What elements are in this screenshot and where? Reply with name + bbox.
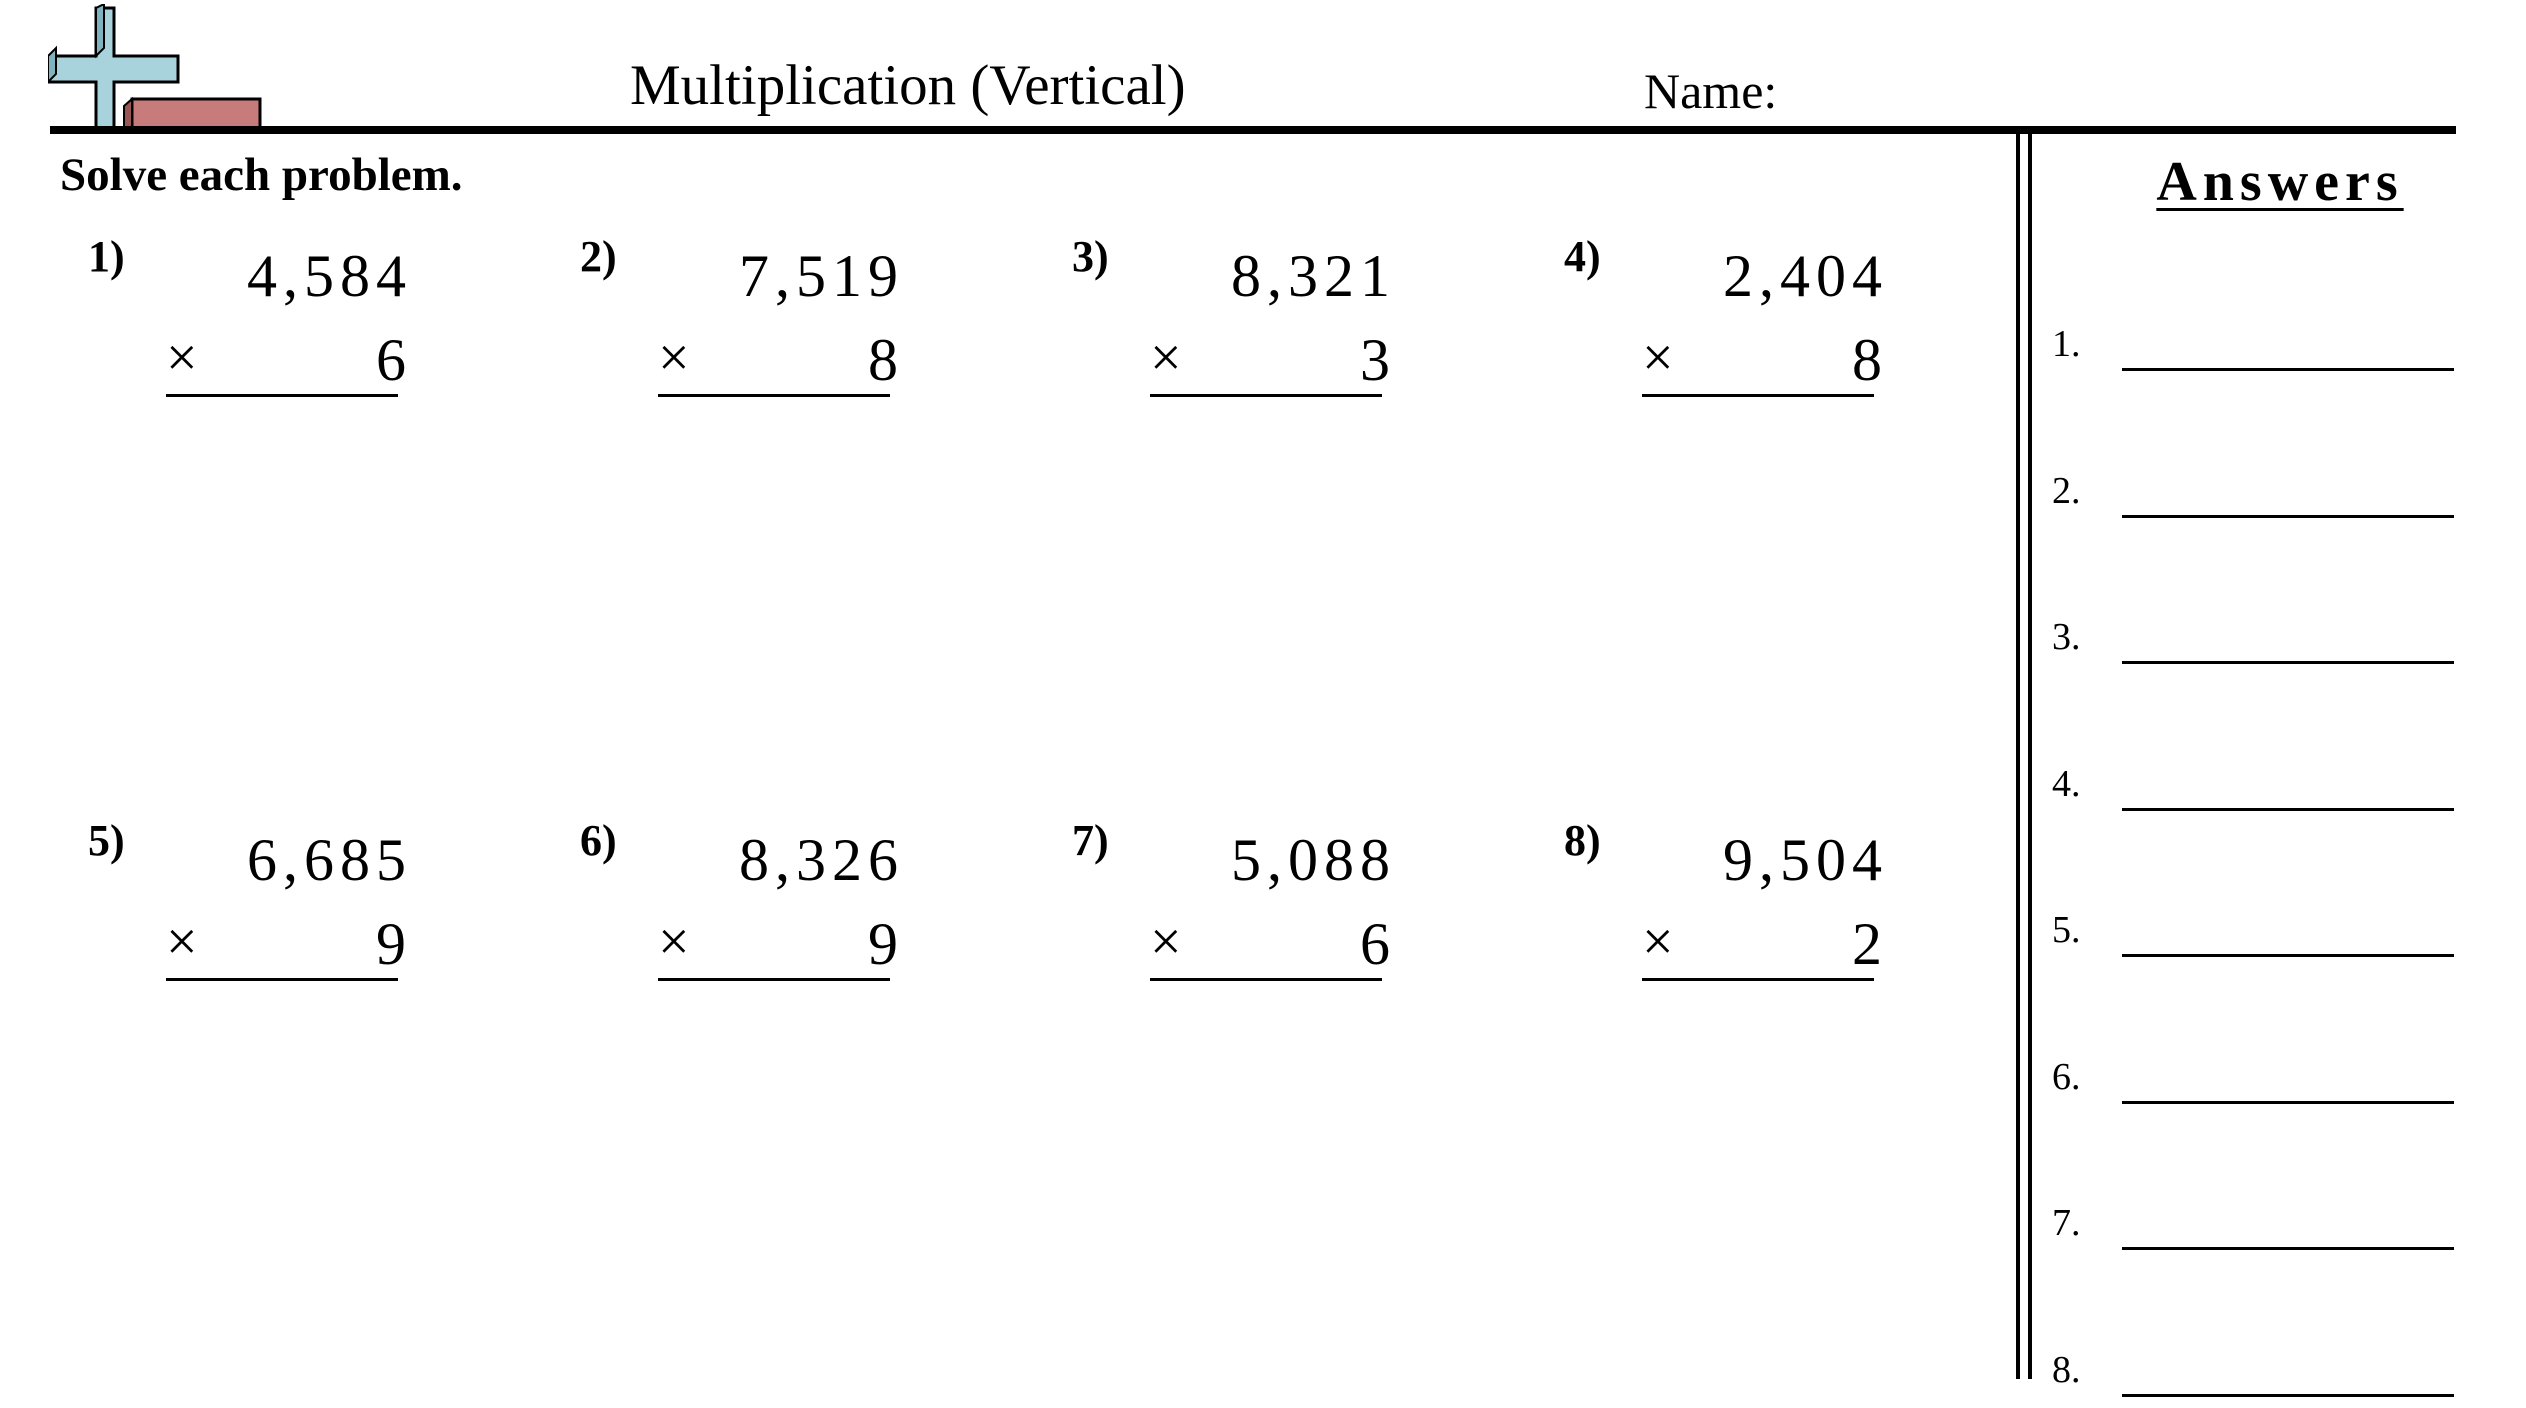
answer-blank[interactable] bbox=[2122, 808, 2454, 811]
problem-2 bbox=[580, 232, 920, 412]
times-sign: × bbox=[166, 911, 198, 973]
problem-number: 3) bbox=[1072, 232, 1109, 281]
multiplicand: 9,504 bbox=[1723, 827, 1888, 893]
answer-row-5 bbox=[2052, 908, 2452, 968]
instructions: Solve each problem. bbox=[60, 149, 463, 201]
multiplicand: 8,321 bbox=[1231, 243, 1396, 309]
problem-rule bbox=[166, 978, 398, 981]
multiplier: 3 bbox=[1360, 327, 1396, 393]
answer-label: 3. bbox=[2052, 616, 2081, 658]
problem-6 bbox=[580, 816, 920, 996]
problem-number: 5) bbox=[88, 816, 125, 865]
header-rule bbox=[50, 126, 2456, 134]
answer-blank[interactable] bbox=[2122, 954, 2454, 957]
answer-row-3 bbox=[2052, 615, 2452, 675]
multiplicand: 8,326 bbox=[739, 827, 904, 893]
problem-rule bbox=[1642, 978, 1874, 981]
answer-row-4 bbox=[2052, 762, 2452, 822]
problem-7 bbox=[1072, 816, 1412, 996]
answer-row-6 bbox=[2052, 1055, 2452, 1115]
multiplier: 6 bbox=[376, 327, 412, 393]
problem-rule bbox=[1150, 394, 1382, 397]
name-label: Name: bbox=[1644, 63, 1778, 119]
answer-label: 1. bbox=[2052, 323, 2081, 365]
answers-title: Answers bbox=[2156, 151, 2404, 213]
problem-3 bbox=[1072, 232, 1412, 412]
multiplier: 8 bbox=[1852, 327, 1888, 393]
multiplier: 9 bbox=[376, 911, 412, 977]
worksheet-title: Multiplication (Vertical) bbox=[630, 54, 1186, 117]
problem-1 bbox=[88, 232, 428, 412]
problem-8 bbox=[1564, 816, 1904, 996]
answer-blank[interactable] bbox=[2122, 1101, 2454, 1104]
answer-label: 8. bbox=[2052, 1348, 2081, 1391]
times-sign: × bbox=[1642, 327, 1674, 389]
multiplier: 9 bbox=[868, 911, 904, 977]
problem-number: 2) bbox=[580, 232, 617, 281]
problem-number: 7) bbox=[1072, 816, 1109, 865]
multiplicand: 2,404 bbox=[1723, 243, 1888, 309]
times-sign: × bbox=[1150, 327, 1182, 389]
answer-column-divider bbox=[2016, 134, 2020, 1379]
answer-blank[interactable] bbox=[2122, 1394, 2454, 1397]
answer-label: 6. bbox=[2052, 1055, 2081, 1098]
answer-row-7 bbox=[2052, 1201, 2452, 1261]
answer-label: 5. bbox=[2052, 909, 2081, 951]
multiplicand: 5,088 bbox=[1231, 827, 1396, 893]
answer-label: 4. bbox=[2052, 762, 2081, 805]
problem-number: 6) bbox=[580, 816, 617, 865]
problem-rule bbox=[166, 394, 398, 397]
multiplier: 2 bbox=[1852, 911, 1888, 977]
problem-number: 4) bbox=[1564, 232, 1601, 281]
answer-blank[interactable] bbox=[2122, 1247, 2454, 1250]
problem-4 bbox=[1564, 232, 1904, 412]
times-sign: × bbox=[166, 327, 198, 389]
multiplicand: 6,685 bbox=[247, 827, 412, 893]
problem-number: 8) bbox=[1564, 816, 1601, 865]
answer-label: 7. bbox=[2052, 1202, 2081, 1244]
problem-number: 1) bbox=[88, 232, 125, 281]
multiplier: 8 bbox=[868, 327, 904, 393]
problem-rule bbox=[1642, 394, 1874, 397]
answer-column-divider bbox=[2028, 134, 2032, 1379]
problem-rule bbox=[658, 978, 890, 981]
times-sign: × bbox=[658, 911, 690, 973]
answer-row-8 bbox=[2052, 1348, 2452, 1408]
times-sign: × bbox=[1642, 911, 1674, 973]
answer-blank[interactable] bbox=[2122, 661, 2454, 664]
problem-5 bbox=[88, 816, 428, 996]
multiplier: 6 bbox=[1360, 911, 1396, 977]
problem-rule bbox=[1150, 978, 1382, 981]
answer-row-2 bbox=[2052, 469, 2452, 529]
plus-blocks-logo-icon bbox=[48, 4, 263, 132]
answer-label: 2. bbox=[2052, 469, 2081, 512]
times-sign: × bbox=[658, 327, 690, 389]
times-sign: × bbox=[1150, 911, 1182, 973]
multiplicand: 7,519 bbox=[739, 243, 904, 309]
answer-blank[interactable] bbox=[2122, 515, 2454, 518]
problem-rule bbox=[658, 394, 890, 397]
answer-blank[interactable] bbox=[2122, 368, 2454, 371]
answer-row-1 bbox=[2052, 322, 2452, 382]
multiplicand: 4,584 bbox=[247, 243, 412, 309]
